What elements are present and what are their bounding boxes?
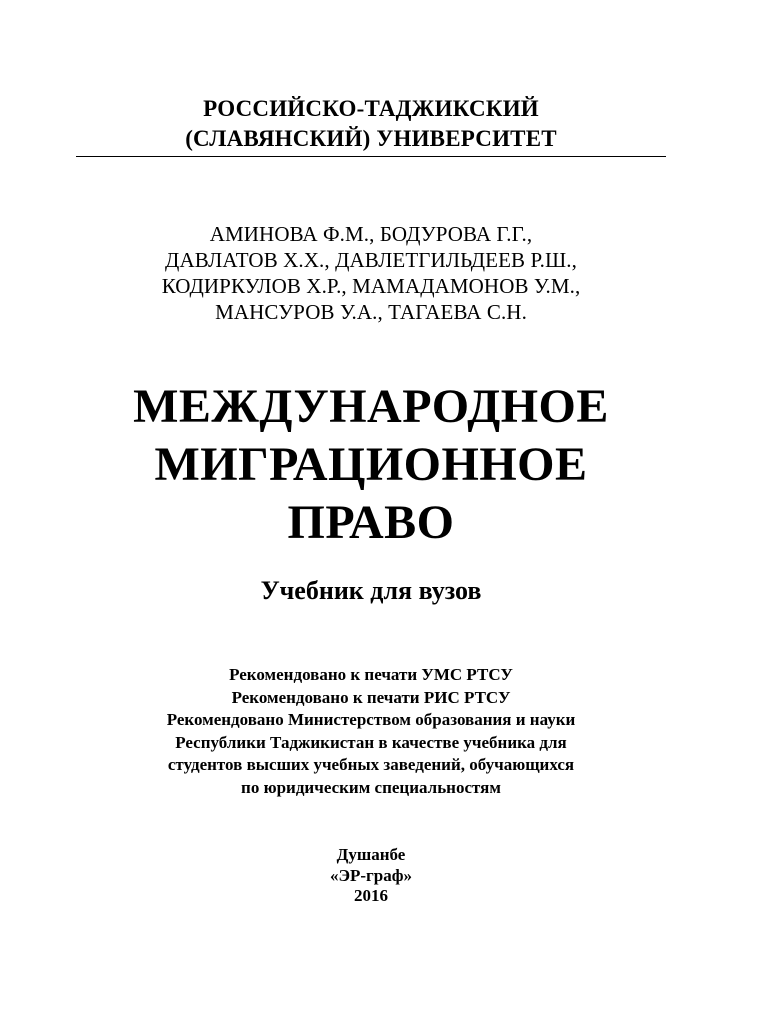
recommendation-line-3: Рекомендовано Министерством образования и науки	[166, 710, 576, 730]
authors-line-3: КОДИРКУЛОВ Х.Р., МАМАДАМОНОВ У.М.,	[161, 274, 581, 298]
header-divider	[76, 156, 666, 157]
recommendations	[0, 664, 742, 800]
university-line-1: РОССИЙСКО-ТАДЖИКСКИЙ	[203, 96, 539, 121]
imprint-publisher: «ЭР-граф»	[329, 865, 412, 885]
book-subtitle: Учебник для вузов	[260, 576, 482, 605]
authors-line-1: АМИНОВА Ф.М., БОДУРОВА Г.Г.,	[209, 222, 533, 246]
title-line-2: МИГРАЦИОННОЕ	[154, 438, 588, 491]
recommendation-line-5: студентов высших учебных заведений, обучающихся	[167, 755, 575, 775]
authors-line-4: МАНСУРОВ У.А., ТАГАЕВА С.Н.	[215, 300, 527, 324]
recommendation-line-4: Республики Таджикистан в качестве учебника для	[175, 732, 567, 752]
imprint-year: 2016	[354, 886, 388, 905]
imprint	[0, 845, 742, 907]
imprint-city: Душанбе	[336, 845, 406, 864]
title-line-1: МЕЖДУНАРОДНОЕ	[133, 380, 609, 433]
authors-list	[0, 221, 742, 325]
university-line-2: (СЛАВЯНСКИЙ) УНИВЕРСИТЕТ	[185, 126, 557, 151]
recommendation-line-1: Рекомендовано к печати УМС РТСУ	[229, 665, 513, 684]
authors-line-2: ДАВЛАТОВ Х.Х., ДАВЛЕТГИЛЬДЕЕВ Р.Ш.,	[165, 248, 577, 272]
recommendation-line-6: по юридическим специальностям	[241, 777, 501, 797]
book-title	[0, 378, 742, 552]
university-name	[0, 94, 742, 154]
recommendation-line-2: Рекомендовано к печати РИС РТСУ	[231, 687, 511, 707]
title-line-3: ПРАВО	[287, 496, 455, 549]
